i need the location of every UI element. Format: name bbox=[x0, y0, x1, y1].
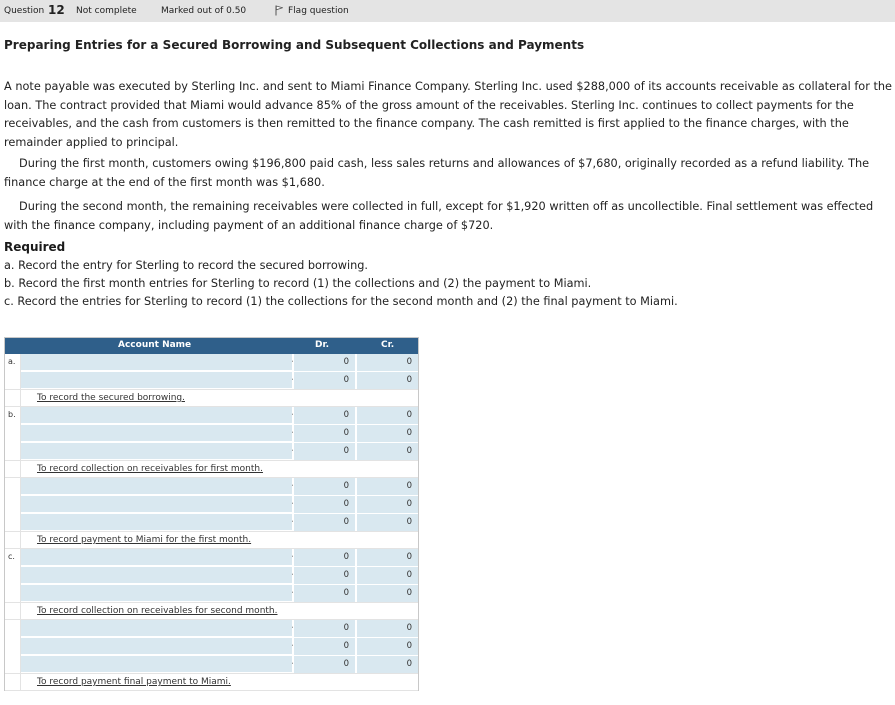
debit-value: 0 bbox=[343, 357, 349, 367]
credit-input[interactable] bbox=[356, 656, 418, 673]
entry-description-text: To record payment to Miami for the first month. bbox=[37, 535, 252, 545]
credit-header: Cr. bbox=[381, 340, 395, 350]
credit-input[interactable] bbox=[356, 496, 418, 513]
section-label-c: c. bbox=[8, 552, 15, 561]
problem-paragraph-3: During the second month, the remaining receivables were collected in full, except for $1,920 written off as uncollectible. Final settlement was effected with the finance company, including payment of an additional finance charge of $720. bbox=[4, 200, 874, 232]
credit-value: 0 bbox=[406, 375, 412, 385]
account-select[interactable] bbox=[20, 585, 292, 602]
credit-input[interactable] bbox=[356, 514, 418, 531]
debit-input[interactable] bbox=[293, 638, 355, 655]
credit-input[interactable] bbox=[356, 638, 418, 655]
account-select[interactable] bbox=[20, 567, 292, 584]
debit-value: 0 bbox=[343, 375, 349, 385]
account-select[interactable] bbox=[20, 407, 292, 424]
credit-value: 0 bbox=[406, 357, 412, 367]
question-marks: Marked out of 0.50 bbox=[161, 6, 247, 16]
problem-paragraph-2: During the first month, customers owing $196,800 paid cash, less sales returns and allowances of $7,680, originally recorded as a refund liability. The finance charge at the end of the first month was $1,680. bbox=[4, 157, 870, 189]
debit-input[interactable] bbox=[293, 496, 355, 513]
debit-value: 0 bbox=[343, 517, 349, 527]
account-select[interactable] bbox=[20, 656, 292, 673]
required-heading: Required bbox=[4, 240, 66, 254]
debit-value: 0 bbox=[343, 623, 349, 633]
debit-input[interactable] bbox=[293, 478, 355, 495]
journal-row bbox=[5, 549, 418, 567]
journal-row bbox=[5, 656, 418, 674]
flag-question-link[interactable]: Flag question bbox=[288, 6, 349, 16]
credit-value: 0 bbox=[406, 552, 412, 562]
table-header bbox=[5, 338, 418, 354]
debit-input[interactable] bbox=[293, 443, 355, 460]
journal-row bbox=[5, 407, 418, 425]
account-select[interactable] bbox=[20, 620, 292, 637]
credit-input[interactable] bbox=[356, 567, 418, 584]
debit-value: 0 bbox=[343, 641, 349, 651]
credit-input[interactable] bbox=[356, 620, 418, 637]
credit-value: 0 bbox=[406, 446, 412, 456]
credit-value: 0 bbox=[406, 659, 412, 669]
debit-input[interactable] bbox=[293, 620, 355, 637]
debit-input[interactable] bbox=[293, 567, 355, 584]
journal-row bbox=[5, 585, 418, 603]
entry-description bbox=[5, 673, 418, 691]
journal-row bbox=[5, 620, 418, 638]
required-b: b. Record the first month entries for Sterling to record (1) the collections and (2) the payment to Miami. bbox=[4, 277, 592, 290]
account-select[interactable] bbox=[20, 354, 292, 371]
question-number: 12 bbox=[48, 3, 65, 17]
credit-input[interactable] bbox=[356, 478, 418, 495]
credit-input[interactable] bbox=[356, 549, 418, 566]
debit-value: 0 bbox=[343, 410, 349, 420]
section-label-a: a. bbox=[8, 357, 16, 366]
debit-input[interactable] bbox=[293, 354, 355, 371]
section-label-b: b. bbox=[8, 410, 16, 419]
debit-input[interactable] bbox=[293, 656, 355, 673]
credit-value: 0 bbox=[406, 410, 412, 420]
entry-description bbox=[5, 602, 418, 620]
credit-value: 0 bbox=[406, 588, 412, 598]
account-select[interactable] bbox=[20, 638, 292, 655]
credit-value: 0 bbox=[406, 641, 412, 651]
journal-row bbox=[5, 478, 418, 496]
journal-entry-table bbox=[4, 337, 419, 691]
account-select[interactable] bbox=[20, 496, 292, 513]
debit-input[interactable] bbox=[293, 549, 355, 566]
entry-description-text: To record payment final payment to Miami. bbox=[37, 677, 231, 687]
debit-header: Dr. bbox=[315, 340, 330, 350]
entry-description-text: To record collection on receivables for second month. bbox=[37, 606, 278, 616]
credit-value: 0 bbox=[406, 570, 412, 580]
credit-input[interactable] bbox=[356, 585, 418, 602]
account-select[interactable] bbox=[20, 478, 292, 495]
question-header bbox=[0, 0, 895, 22]
journal-row bbox=[5, 638, 418, 656]
credit-value: 0 bbox=[406, 623, 412, 633]
account-select[interactable] bbox=[20, 425, 292, 442]
question-status: Not complete bbox=[76, 6, 137, 16]
journal-row bbox=[5, 354, 418, 372]
debit-value: 0 bbox=[343, 446, 349, 456]
credit-value: 0 bbox=[406, 499, 412, 509]
entry-description bbox=[5, 460, 418, 478]
column-divider bbox=[20, 354, 21, 690]
credit-input[interactable] bbox=[356, 425, 418, 442]
journal-row bbox=[5, 496, 418, 514]
credit-value: 0 bbox=[406, 517, 412, 527]
credit-input[interactable] bbox=[356, 372, 418, 389]
debit-value: 0 bbox=[343, 552, 349, 562]
journal-row bbox=[5, 567, 418, 585]
journal-row bbox=[5, 425, 418, 443]
credit-input[interactable] bbox=[356, 407, 418, 424]
credit-value: 0 bbox=[406, 428, 412, 438]
account-select[interactable] bbox=[20, 443, 292, 460]
debit-value: 0 bbox=[343, 570, 349, 580]
debit-input[interactable] bbox=[293, 372, 355, 389]
question-label: Question bbox=[4, 6, 45, 16]
debit-input[interactable] bbox=[293, 585, 355, 602]
problem-paragraph-1: A note payable was executed by Sterling Inc. and sent to Miami Finance Company. Sterling Inc. used $288,000 of its accounts receivable as collateral for the loan. The contract provided that Miami would advance 85% of the gross amount of the receivables. Sterling Inc. continues to collect payments for the receivables, and the cash from customers is then remitted to the finance company. The cash remitted is first applied to the finance charges, with the remainder applied to principal. bbox=[4, 80, 892, 149]
account-select[interactable] bbox=[20, 372, 292, 389]
credit-value: 0 bbox=[406, 481, 412, 491]
debit-value: 0 bbox=[343, 481, 349, 491]
entry-description bbox=[5, 531, 418, 549]
flag-icon[interactable] bbox=[275, 5, 283, 16]
account-select[interactable] bbox=[20, 514, 292, 531]
debit-value: 0 bbox=[343, 499, 349, 509]
journal-row bbox=[5, 372, 418, 390]
credit-input[interactable] bbox=[356, 354, 418, 371]
debit-input[interactable] bbox=[293, 514, 355, 531]
debit-value: 0 bbox=[343, 659, 349, 669]
debit-input[interactable] bbox=[293, 407, 355, 424]
account-select[interactable] bbox=[20, 549, 292, 566]
entry-description bbox=[5, 389, 418, 407]
credit-input[interactable] bbox=[356, 443, 418, 460]
debit-value: 0 bbox=[343, 588, 349, 598]
required-a: a. Record the entry for Sterling to record the secured borrowing. bbox=[4, 259, 369, 272]
account-name-header: Account Name bbox=[118, 340, 192, 350]
journal-row bbox=[5, 514, 418, 532]
problem-title: Preparing Entries for a Secured Borrowing and Subsequent Collections and Payments bbox=[4, 38, 585, 52]
debit-input[interactable] bbox=[293, 425, 355, 442]
journal-row bbox=[5, 443, 418, 461]
required-c: c. Record the entries for Sterling to record (1) the collections for the second month and (2) the final payment to Miami. bbox=[4, 295, 678, 308]
entry-description-text: To record the secured borrowing. bbox=[37, 393, 185, 403]
debit-value: 0 bbox=[343, 428, 349, 438]
entry-description-text: To record collection on receivables for first month. bbox=[37, 464, 263, 474]
